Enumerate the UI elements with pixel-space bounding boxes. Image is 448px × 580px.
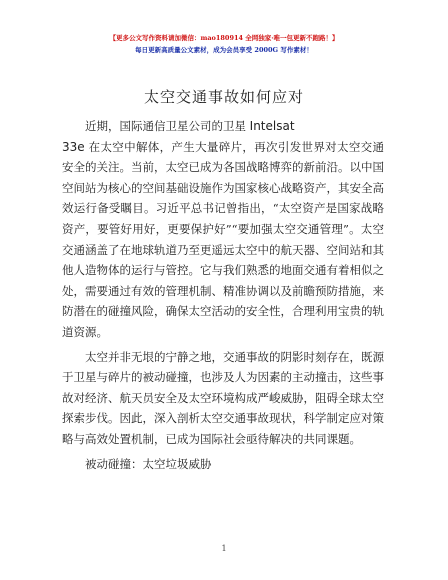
paragraph-1-latin: Intelsat <box>249 119 295 133</box>
paragraph-2 <box>62 137 384 343</box>
paragraph-2-text: 在太空中解体，产生大量碎片，再次引发世界对太空交通安全的关注。当前，太空已成为各国战略博弈的新前沿。以中国空间站为核心的空间基础设施作为国家核心战略资产，其安全高效运行备受瞩目。习近平总书记曾指出，“太空资产是国家战略资产，要管好用好，更要保护好”“要加强太空交通管理”。太空交通涵盖了在地球轨道乃至更遥远太空中的航天器、空间站和其他人造物体的运行与管控。它与我们熟悉的地面交通有着相似之处，需要通过有效的管理机制、精准协调以及前瞻预防措施，来防潜在的碰撞风险，确保太空活动的安全性，合理利用宝贵的轨道资源。 <box>62 139 384 339</box>
promo-banner-line-1: 【更多公文写作资料请加微信：mao180914 全网独家·唯一包更新不跑路！】 <box>109 34 339 42</box>
document-title: 太空交通事故如何应对 <box>143 88 304 106</box>
promo-banner <box>0 32 448 56</box>
paragraph-1-text: 近期，国际通信卫星公司的卫星 <box>85 119 250 133</box>
paragraph-2-latin: 33e <box>62 139 85 154</box>
paragraph-1 <box>62 116 384 137</box>
document-body <box>62 116 384 474</box>
promo-banner-line-2: 每日更新高质量公文素材，成为会员享受 2000G 写作素材！ <box>135 46 313 54</box>
page-number: 1 <box>221 544 227 553</box>
paragraph-3: 太空并非无垠的宁静之地，交通事故的阴影时刻存在，既源于卫星与碎片的被动碰撞，也涉及人为因素的主动撞击，这些事故对经济、航天员安全及太空环境构成严峻威胁，阻碍全球太空探索步伐。因此，深入剖析太空交通事故现状，科学制定应对策略与高效处置机制，已成为国际社会亟待解决的共同课题。 <box>62 349 384 446</box>
section-heading: 被动碰撞：太空垃圾威胁 <box>85 456 212 471</box>
